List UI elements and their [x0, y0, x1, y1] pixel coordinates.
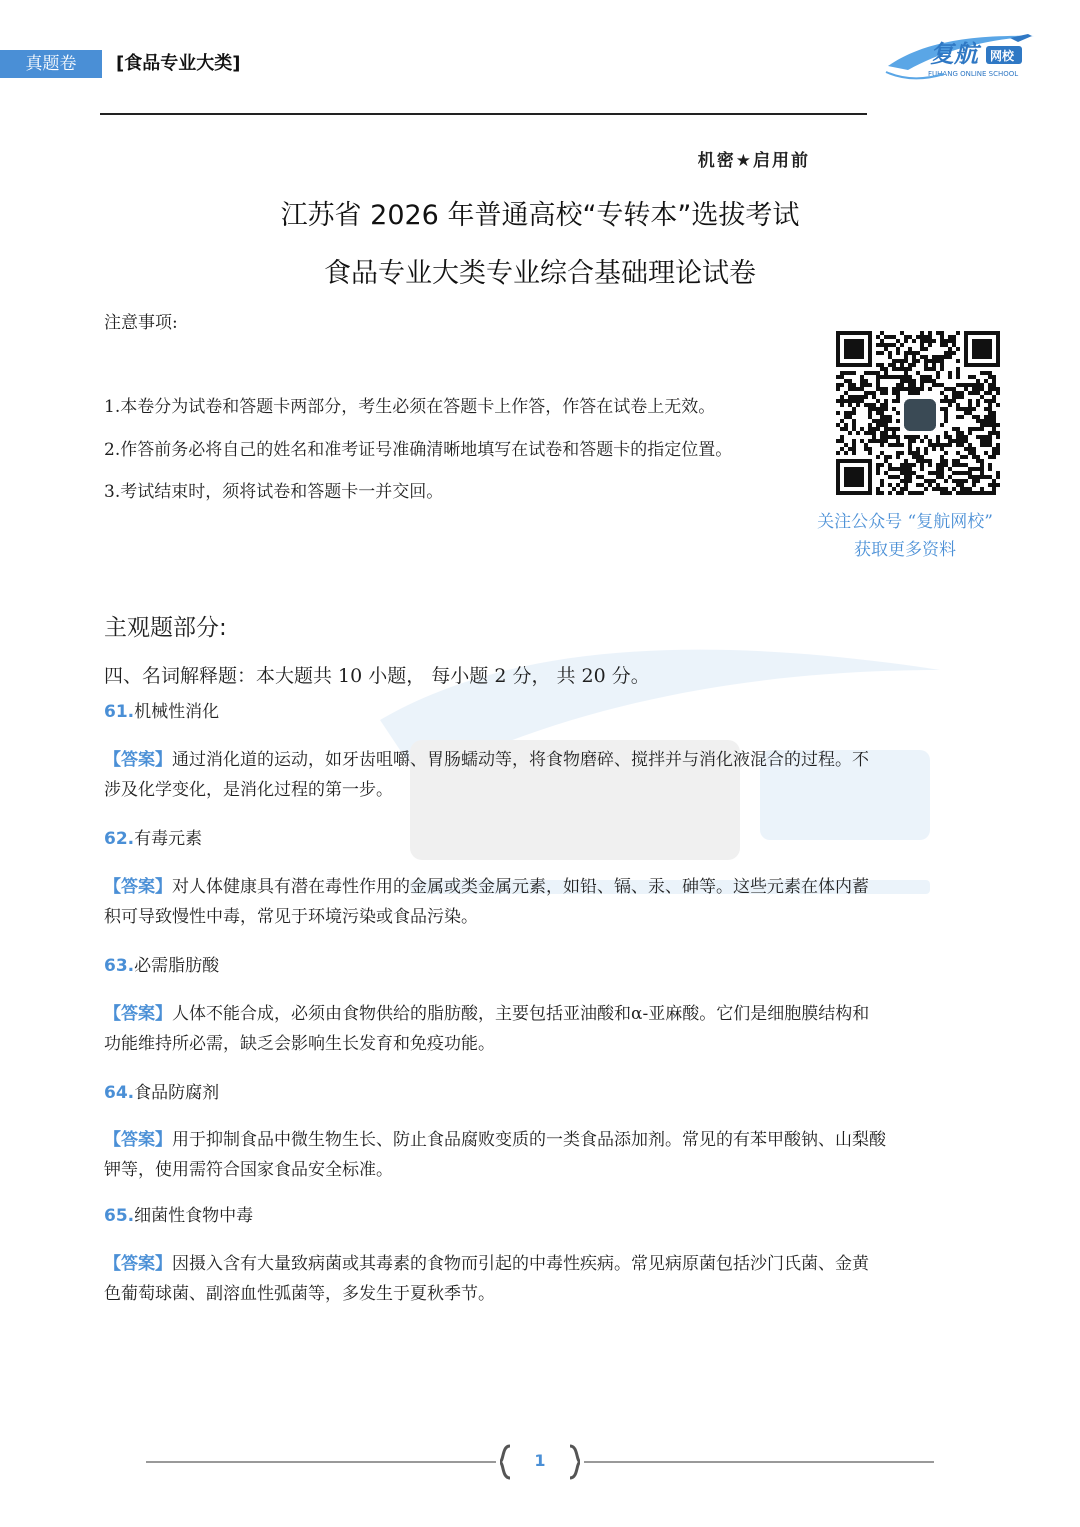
answer-block	[104, 999, 974, 1059]
answer-block	[104, 1249, 974, 1309]
notice-item: 1.本卷分为试卷和答题卡两部分，考生必须在答题卡上作答，作答在试卷上无效。	[104, 397, 716, 417]
term-text: 机械性消化	[134, 702, 220, 722]
answer-text: 人体不能合成，必须由食物供给的脂肪酸，主要包括亚油酸和α-亚麻酸。它们是细胞膜结构和	[172, 1004, 870, 1024]
qr-caption: 关注公众号 “复航网校”	[817, 512, 993, 532]
answer-text: 钾等，使用需符合国家食品安全标准。	[104, 1160, 393, 1180]
question-term	[104, 1080, 219, 1106]
answer-text: 因摄入含有大量致病菌或其毒素的食物而引起的中毒性疾病。常见病原菌包括沙门氏菌、金黄	[172, 1254, 869, 1274]
answer-text: 用于抑制食品中微生物生长、防止食品腐败变质的一类食品添加剂。常见的有苯甲酸钠、山梨酸	[172, 1130, 886, 1150]
logo-main-text: 复航	[930, 40, 978, 68]
answer-tag: 【答案】	[104, 750, 172, 770]
page-number: 1	[534, 1451, 546, 1470]
qr-caption-sub: 获取更多资料	[854, 540, 956, 560]
header-tag: 真题卷	[0, 50, 102, 78]
answer-text: 功能维持所必需，缺乏会影响生长发育和免疫功能。	[104, 1034, 495, 1054]
answer-text: 对人体健康具有潜在毒性作用的金属或类金属元素，如铅、镉、汞、砷等。这些元素在体内蓄	[172, 877, 869, 897]
question-number: 62.	[104, 829, 135, 849]
question-term	[104, 699, 219, 725]
header-category: [食品专业大类]	[116, 53, 241, 74]
question-term	[104, 953, 219, 979]
logo-badge-text: 网校	[990, 49, 1015, 63]
term-text: 有毒元素	[134, 829, 203, 849]
term-text: 必需脂肪酸	[134, 956, 220, 976]
question-number: 64.	[104, 1083, 135, 1103]
qr-center-logo	[904, 399, 936, 431]
answer-text: 积可导致慢性中毒，常见于环境污染或食品污染。	[104, 907, 478, 927]
question-term	[104, 1203, 253, 1229]
answer-tag: 【答案】	[104, 1254, 172, 1274]
question-number: 61.	[104, 702, 135, 722]
answer-block	[104, 1125, 974, 1185]
logo-plane-icon	[1010, 34, 1032, 42]
notice-item: 3.考试结束时，须将试卷和答题卡一并交回。	[104, 482, 444, 502]
footer-line-left	[146, 1461, 496, 1463]
question-number: 65.	[104, 1206, 135, 1226]
answer-block	[104, 872, 974, 932]
question-term	[104, 826, 202, 852]
fuhang-logo	[884, 26, 1044, 84]
header-divider	[100, 113, 867, 115]
part-heading: 四、名词解释题：本大题共 10 小题， 每小题 2 分， 共 20 分。	[104, 665, 650, 687]
answer-text: 通过消化道的运动，如牙齿咀嚼、胃肠蠕动等，将食物磨碎、搅拌并与消化液混合的过程。不	[172, 750, 869, 770]
term-text: 细菌性食物中毒	[134, 1206, 254, 1226]
question-number: 63.	[104, 956, 135, 976]
logo-sub-text: FUHANG ONLINE SCHOOL	[928, 70, 1019, 78]
answer-block	[104, 745, 974, 805]
notice-label: 注意事项:	[104, 313, 178, 333]
answer-tag: 【答案】	[104, 1130, 172, 1150]
notice-item: 2.作答前务必将自己的姓名和准考证号准确清晰地填写在试卷和答题卡的指定位置。	[104, 440, 733, 460]
footer-line-right	[584, 1461, 934, 1463]
answer-tag: 【答案】	[104, 877, 172, 897]
confidential-mark: 机密★启用前	[697, 151, 810, 171]
section-title: 主观题部分:	[104, 615, 227, 641]
term-text: 食品防腐剂	[134, 1083, 220, 1103]
qr-code	[836, 331, 1000, 495]
exam-subtitle: 食品专业大类专业综合基础理论试卷	[324, 258, 756, 289]
answer-tag: 【答案】	[104, 1004, 172, 1024]
answer-text: 色葡萄球菌、副溶血性弧菌等，多发生于夏秋季节。	[104, 1284, 495, 1304]
exam-title: 江苏省 2026 年普通高校“专转本”选拔考试	[280, 200, 800, 231]
answer-text: 涉及化学变化，是消化过程的第一步。	[104, 780, 393, 800]
